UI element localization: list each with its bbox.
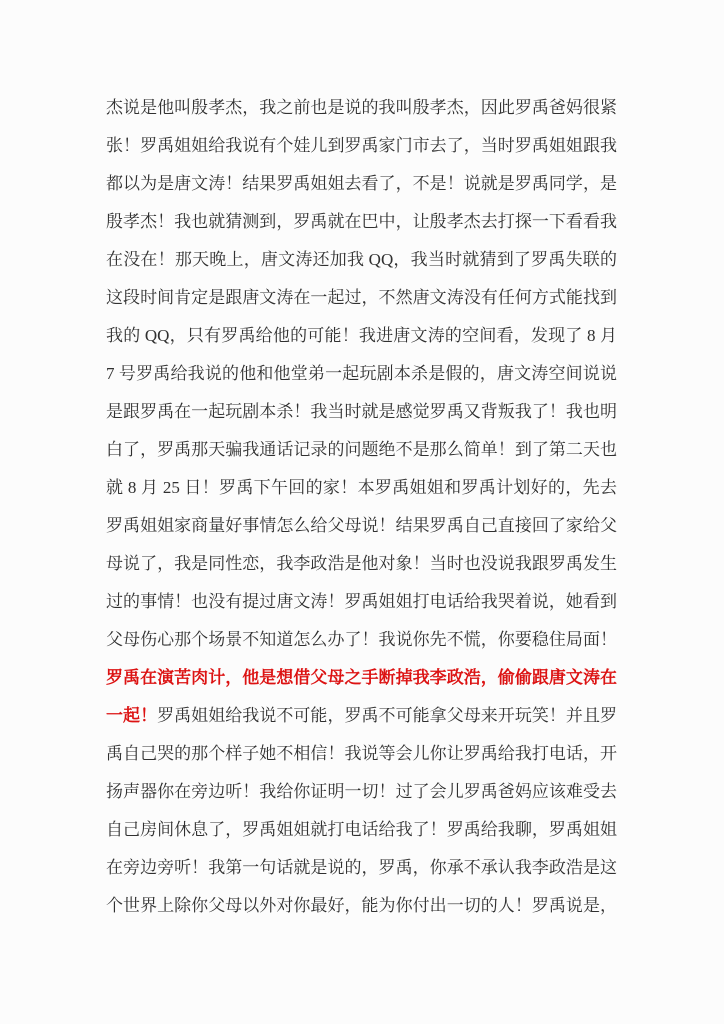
text-segment: 白了，罗禹那天骗我通话记录的问题绝不是那么简单！到了第二天也: [106, 440, 617, 459]
text-segment: 个世界上除你父母以外对你最好，能为你付出一切的人！罗禹说是，: [106, 896, 617, 915]
text-line: [106, 241, 617, 279]
text-line: [106, 89, 617, 127]
text-segment: 过的事情！也没有提过唐文涛！罗禹姐姐打电话给我哭着说，她看到: [106, 592, 617, 611]
text-segment: 这段时间肯定是跟唐文涛在一起过，不然唐文涛没有任何方式能找到: [106, 288, 617, 307]
text-line: [106, 355, 617, 393]
text-segment: 殷孝杰！我也就猜测到，罗禹就在巴中，让殷孝杰去打探一下看看我: [106, 212, 617, 231]
text-line: [106, 621, 617, 659]
text-line: [106, 127, 617, 165]
text-line: [106, 811, 617, 849]
document-text: [106, 89, 617, 925]
text-segment: 就 8 月 25 日！罗禹下午回的家！本罗禹姐姐和罗禹计划好的，先去: [106, 478, 617, 497]
text-segment: 自己房间休息了，罗禹姐姐就打电话给我了！罗禹给我聊，罗禹姐姐: [106, 820, 617, 839]
text-line: [106, 849, 617, 887]
text-line: [106, 317, 617, 355]
text-segment: 父母伤心那个场景不知道怎么办了！我说你先不慌，你要稳住局面！: [106, 630, 617, 649]
text-line: [106, 583, 617, 621]
text-line: [106, 393, 617, 431]
text-segment: 在没在！那天晚上，唐文涛还加我 QQ，我当时就猜到了罗禹失联的: [106, 250, 617, 269]
text-line: [106, 507, 617, 545]
text-segment: 都以为是唐文涛！结果罗禹姐姐去看了，不是！说就是罗禹同学，是: [106, 174, 617, 193]
text-segment: 杰说是他叫殷孝杰，我之前也是说的我叫殷孝杰，因此罗禹爸妈很紧: [106, 98, 617, 117]
text-segment: 禹自己哭的那个样子她不相信！我说等会儿你让罗禹给我打电话，开: [106, 744, 617, 763]
emphasis-text-segment: 罗禹在演苦肉计，他是想借父母之手断掉我李政浩，偷偷跟唐文涛在: [106, 668, 617, 687]
text-segment: 罗禹姐姐家商量好事情怎么给父母说！结果罗禹自己直接回了家给父: [106, 516, 617, 535]
text-line: [106, 735, 617, 773]
text-segment: 我的 QQ，只有罗禹给他的可能！我进唐文涛的空间看，发现了 8 月: [106, 326, 617, 345]
text-segment: 母说了，我是同性恋，我李政浩是他对象！当时也没说我跟罗禹发生: [106, 554, 617, 573]
text-line: [106, 545, 617, 583]
text-line: [106, 773, 617, 811]
text-line: [106, 697, 617, 735]
text-line: [106, 203, 617, 241]
text-line: [106, 165, 617, 203]
text-line: [106, 469, 617, 507]
emphasis-text-segment: 一起！: [106, 706, 158, 725]
text-segment: 是跟罗禹在一起玩剧本杀！我当时就是感觉罗禹又背叛我了！我也明: [106, 402, 617, 421]
text-line: [106, 659, 617, 697]
text-segment: 扬声器你在旁边听！我给你证明一切！过了会儿罗禹爸妈应该难受去: [106, 782, 617, 801]
text-segment: 在旁边旁听！我第一句话就是说的，罗禹，你承不承认我李政浩是这: [106, 858, 617, 877]
text-line: [106, 431, 617, 469]
text-segment: 张！罗禹姐姐给我说有个娃儿到罗禹家门市去了，当时罗禹姐姐跟我: [106, 136, 617, 155]
text-segment: 7 号罗禹给我说的他和他堂弟一起玩剧本杀是假的，唐文涛空间说说: [106, 364, 617, 383]
text-segment: 罗禹姐姐给我说不可能，罗禹不可能拿父母来开玩笑！并且罗: [157, 706, 617, 725]
text-line: [106, 279, 617, 317]
text-line: [106, 887, 617, 925]
